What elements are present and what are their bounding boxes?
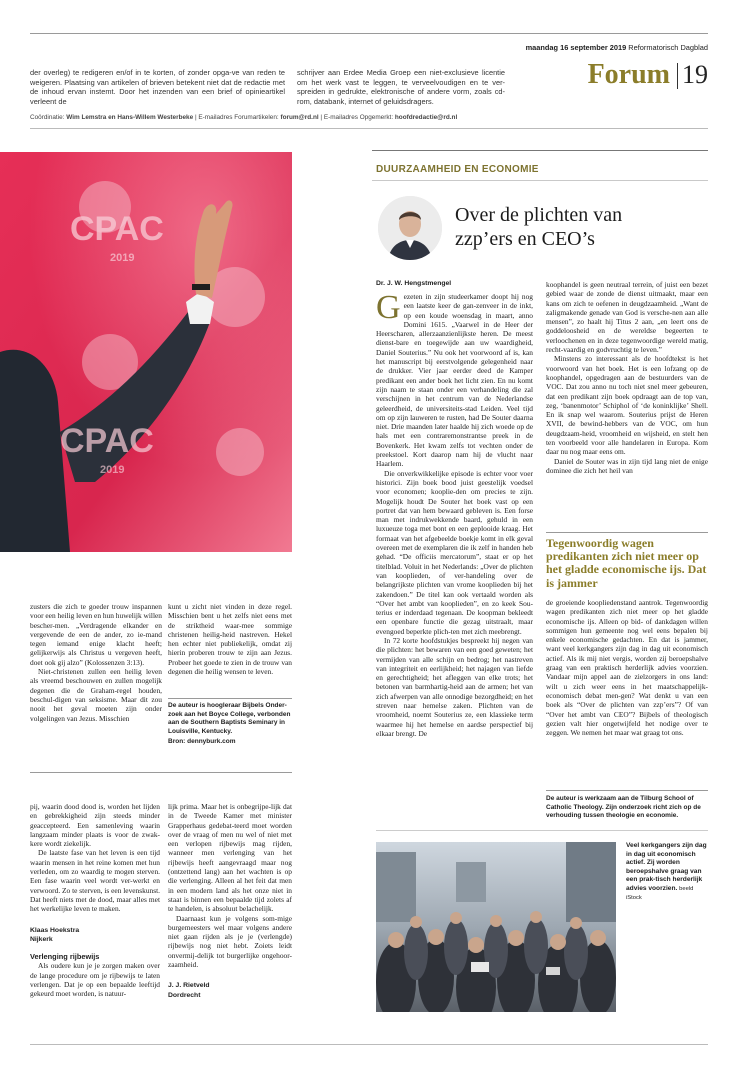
headline	[455, 203, 705, 251]
letters-col-2	[168, 802, 292, 1000]
paragraph: Als oudere kun je je zorgen maken over de lange procedure om je rijbewijs te laten verlengen. Dat je op een bepaalde leeftijd gekeurd moet worden, is natuur-	[30, 961, 160, 999]
opinion-email-label: E-mailadres Opgemerkt:	[323, 114, 394, 121]
letters-rule	[30, 772, 292, 773]
pullquote-rule	[546, 532, 708, 533]
letter-signature-place: Nijkerk	[30, 935, 53, 943]
crowd-photo-art	[376, 842, 616, 1012]
drop-cap: G	[376, 289, 401, 326]
disclaimer-col-1: der overleg) te redigeren en/of in te korten, of zonder opga-ve van reden te weigeren. Plaatsing van artikelen of brieven betekent niet dat de redactie met de inhoud ervan instemt. Door het inzenden van een brief of opinieartikel verleent de	[30, 68, 285, 106]
author-portrait	[378, 196, 442, 260]
headline-line-1: Over de plichten van	[455, 204, 623, 226]
banner-text-top: CPAC	[70, 210, 164, 248]
paper-name: Reformatorisch Dagblad	[628, 43, 708, 52]
author-avatar	[378, 196, 442, 260]
main-col-2-continued	[546, 598, 708, 737]
coord-label: Coördinatie:	[30, 114, 65, 121]
paragraph: Minstens zo interessant als de hoofdtekst is het voorwoord van het boek. Het is een lofzang op de koophandel, opgedragen aan de bestuurders van de VOC. Dat zou anno nu toch niet snel meer gebeuren, dat een predikant zijn boek opdraagt aan de top van, zeg, ‘banenmotor’ Schiphol of ‘de koninklijke’ Shell. En ik snap wel waarom. Souterius prijst de Heren XVII, de bewind-hebbers van de VOC, om hun deugdzaam-heid, vroomheid en wijsheid, en stelt hen ten voorbeeld voor alle handelaren in Europa. Kom daar nu nog maar eens om.	[546, 354, 708, 457]
banner-year-bottom: 2019	[100, 464, 125, 476]
speaker-photo	[0, 152, 292, 552]
disclaimer-col-2: schrijver aan Erdee Media Groep een niet-exclusieve licentie om het werk vast te leggen, te verveelvoudigen en te ver-spreiden in gedrukte, elektronische of andere vorm, zoals cd-rom, databank, internet of geluidsdragers.	[297, 68, 505, 106]
banner-year-top: 2019	[110, 252, 135, 264]
kicker-rule	[372, 180, 708, 181]
paragraph: In 72 korte hoofdstukjes bespreekt hij negen van die plichten: het bewaren van een goed geweten; het vermijden van alle schijn en bedrog; het nastreven van integriteit en eerlijkheid; het najagen van liefde en gerechtigheid; het afleggen van elke trots; het betonen van barmhartig-heid aan de armen; het van zich afwerpen van alle onnodige bezorgdheid; en het streven naar hemelse zaken. Plichten van de vroomheid, noemt Souterius ze, een klassieke term waarmee hij het hemelse en aardse perspectief bij elkaar brengt. De	[376, 635, 533, 738]
left-article-col-2	[168, 602, 292, 676]
paragraph: Die onverkwikkelijke episode is echter voor voer historici. Zijn boek bood juist geestelijk voedsel voor economen; kooplie-den om precies te zijn. Mogelijk houdt De Souter het boek vast op een portret dat van hem bewaard gebleven is. Een forse man met indrukwekkende baard, gehuld in een luxueuze toga met bont en een geplooide kraag. Het formaat van het afgebeelde boekje komt in elk geval overeen met de exemplaren die ik zelf in handen heb gehad. “De officiis mercatorum”, staat er op het titelblad. Voluit in het Nederlands: „Over de plichten van kooplieden, of ver-handeling over de belangrijkste plichten van vrome kooplieden bij het zakendoen.” De titel kan ook vertaald worden als “Over het ambt van kooplieden”, en zo keek Sou-terius er inderdaad tegenaan. De koopman bekleedt een openbare functie die gezag uitstraalt, maar evengoed beperkte plich-ten met zich meebrengt.	[376, 468, 533, 636]
credits-rule	[30, 128, 708, 129]
photo-credit: beeld iStock	[626, 885, 694, 901]
letters-col-1	[30, 802, 160, 999]
coord-names: Wim Lemstra en Hans-Willem Westerbeke	[66, 114, 194, 121]
main-bottom-rule	[376, 830, 708, 831]
paragraph: zusters die zich te goeder trouw inspannen voor een heilig leven en hun huwelijk willen bescher-men. „Verdragende elkander en vergevende de een de ander, zo ie-mand tegen iemand enige klacht heeft; gelijkerwijs als Christus u vergeven heeft, doet ook gij alzo” (Kolossenzen 3:13).	[30, 602, 162, 667]
paragraph: kunt u zicht niet vinden in deze regel. Misschien bent u het zelfs niet eens met de striktheid waar-mee sommige christenen heilig-heid nastreven. Hekel hen echter niet publiekelijk, omdat zij hierin proberen trouw te zijn aan Jezus. Probeer het goede te zien in de trouw van degenen die heilig wensen te leven.	[168, 602, 292, 677]
opinion-email-link[interactable]: hoofdredactie@rd.nl	[394, 114, 458, 121]
main-col-2	[546, 280, 708, 475]
pullquote: Tegenwoordig wagen predikanten zich niet meer op het gladde economische ijs. Dat is jammer	[546, 536, 707, 590]
paragraph: De laatste fase van het leven is een tijd waarin mensen in het reine komen met hun verleden, om zo waardig te mogen sterven. Een fase waarin veel wordt ver-werkt en verwoord. Zo te sterven, is een levenskunst. Dat heeft niets met de dood, maar alles met het werkelijke leven te maken.	[30, 848, 160, 914]
byline: Dr. J. W. Hengstmengel	[376, 280, 452, 287]
main-col-1	[376, 289, 533, 738]
crowd-photo	[376, 842, 616, 1012]
letter-signature-name: Klaas Hoekstra	[30, 926, 80, 934]
headline-line-2: zzp’ers en CEO’s	[455, 228, 595, 250]
photo-caption-text: Veel kerkgangers zijn dag in dag uit economisch actief. Zij worden beroepshalve graag van een prak-tisch herderlijk advies voorzien.	[626, 842, 707, 892]
paragraph: lijk prima. Maar het is onbegrijpe-lijk dat in de Tweede Kamer met minister Grapperhaus gedebat-teerd moet worden over de vraag of men nu wel of niet met een verlopen rijbewijs mag rijden, wanneer men verlenging van het rijbewijs heeft aangevraagd maar nog (ontzettend lang) aan het wachten is op die verlenging. Alleen al het feit dat men in een modern land als het onze niet in staat is binnen een bepaalde tijd zolets af te handelen, is absoluut belachelijk.	[168, 802, 292, 914]
dateline	[470, 43, 708, 52]
paragraph: Daarnaast kun je volgens som-mige burgemeesters wel maar volgens andere niet gaan rijden als je je (verlengde) rijbewijs nog niet hebt. Zoiets leidt onvermij-delijk tot burgerlijke ongehoor-zaamheid.	[168, 913, 292, 970]
credits-line: Coördinatie: Wim Lemstra en Hans-Willem Westerbeke | E-mailadres Forumartikelen: forum@rd.nl | E-mailadres Opgemerkt: hoofdredactie@rd.nl	[30, 114, 458, 121]
forum-email-label: E-mailadres Forumartikelen:	[198, 114, 279, 121]
paragraph: Niet-christenen zullen een heilig leven als vreemd beschouwen en zullen mogelijk degenen die de Graham-regel houden, beschul-digen van seksisme. Maar dit zou nooit het geval moeten zijn onder volgelingen van Jezus. Misschien	[30, 667, 162, 723]
left-author-note: De auteur is hoogleraar Bijbels Onder-zoek aan het Boyce College, verbonden aan de Southern Baptists Seminary in Louisville, Kentucky.	[168, 702, 291, 735]
bottom-rule	[30, 1044, 708, 1045]
letter-title: Verlenging rijbewijs	[30, 952, 100, 962]
banner-text-bottom: CPAC	[60, 422, 154, 460]
section-divider	[677, 63, 678, 89]
paragraph: koophandel is geen neutraal terrein, of juist een bezet gebied waar de zonde de dienst uitmaakt, maar een kans om zich te oefenen in deugdzaamheid. „Want de zaligmakende genade van God is versche-nen aan alle mensen”, zo haalt hij Titus 2 aan, „en leert ons de goddeloosheid en de wereldse begeerten te verloochenen en in deze tegenwoordige wereld matig, recht-vaardig en godvruchtig te leven.”	[546, 280, 708, 355]
paragraph: ezeten in zijn studeerkamer doopt hij nog een laatste keer de gan-zenveer in de inkt, op een koude woensdag in maart, anno Domini 1615. „Vaarwel in de Heer der Heerscharen, allerzaanzienlijkste heren. De meest dienst-bare en toegewijde aan uw waardigheid, Daniel Souterius.” Nu ook het voorwoord af is, kan het manuscript bij eerstvolgende gelegenheid naar de drukker. Vier jaar eerder deed de Kamper predikant een ander boek het licht zien. En nu komt zijn naam te staan onder een verhandeling die zal verschijnen in het centrum van de Nederlandse geleerdheid, de universiteits-stad Leiden. Veel tijd om op zijn lauweren te rusten, had De Souter daarna niet. Drie maanden later haalde hij zich woede op de hals met een contraremonstrantse preek in de Bovenkerk. Het kwam zelfs tot vechten onder de preekstoel. Kort daarop nam hij de vlucht naar Haarlem.	[376, 292, 533, 469]
paragraph: Daniel de Souter was in zijn tijd lang niet de enige dominee die zich het heil van	[546, 456, 708, 475]
main-author-rule	[546, 790, 708, 791]
section-name: Forum	[587, 59, 670, 90]
letter-signature-name: J. J. Rietveld	[168, 982, 210, 990]
section-title	[545, 60, 708, 92]
main-article-top-rule	[372, 150, 708, 151]
left-source: Bron: dennyburk.com	[168, 738, 236, 745]
photo-caption	[626, 842, 710, 902]
author-note-rule	[168, 698, 292, 699]
left-article-col-1	[30, 602, 162, 723]
top-rule	[30, 33, 708, 34]
letter-signature-place: Dordrecht	[168, 991, 201, 999]
paragraph: de groeiende koopliedenstand aantrok. Tegenwoordig wagen predikanten zich niet meer op het gladde economische ijs. Alleen op bid- of dankdagen willen sommigen hun gemeente nog wel eens bepalen bij enkele economische gedachten. En dat is jammer, want veel kerkgangers zijn dag in dag uit economisch actief. Als ik mij niet vergis, worden zij beroepshalve graag van een praktisch herderlijk advies voorzien. Vandaar mijn appel aan de zielzorgers in ons land: wilt u zich weer eens in het maatschappelijk-economisch debat men-gen? Wat denkt u van een boek als “Over de plichten van zzp’ers”? Of van “Over het ambt van CEO”? Bijbels of theologisch gezien valt hier ongetwijfeld het nodige over te zeggen. We nemen het maar wat graag tot ons.	[546, 598, 708, 738]
main-author-note: De auteur is werkzaam aan de Tilburg School of Catholic Theology. Zijn onderzoek richt zich op de verhouding tussen theologie en economie.	[546, 795, 701, 820]
page-number: 19	[682, 60, 708, 89]
issue-date: maandag 16 september 2019	[525, 43, 627, 52]
paragraph: pij, waarin dood dood is, worden het lijden en gebrekkigheid zijn steeds minder geaccepteerd. Een samenleving waarin langzaam minder plaats is voor de zwak-kere wordt ziekelijk.	[30, 802, 160, 849]
forum-email-link[interactable]: forum@rd.nl	[280, 114, 319, 121]
kicker: DUURZAAMHEID EN ECONOMIE	[376, 164, 539, 175]
